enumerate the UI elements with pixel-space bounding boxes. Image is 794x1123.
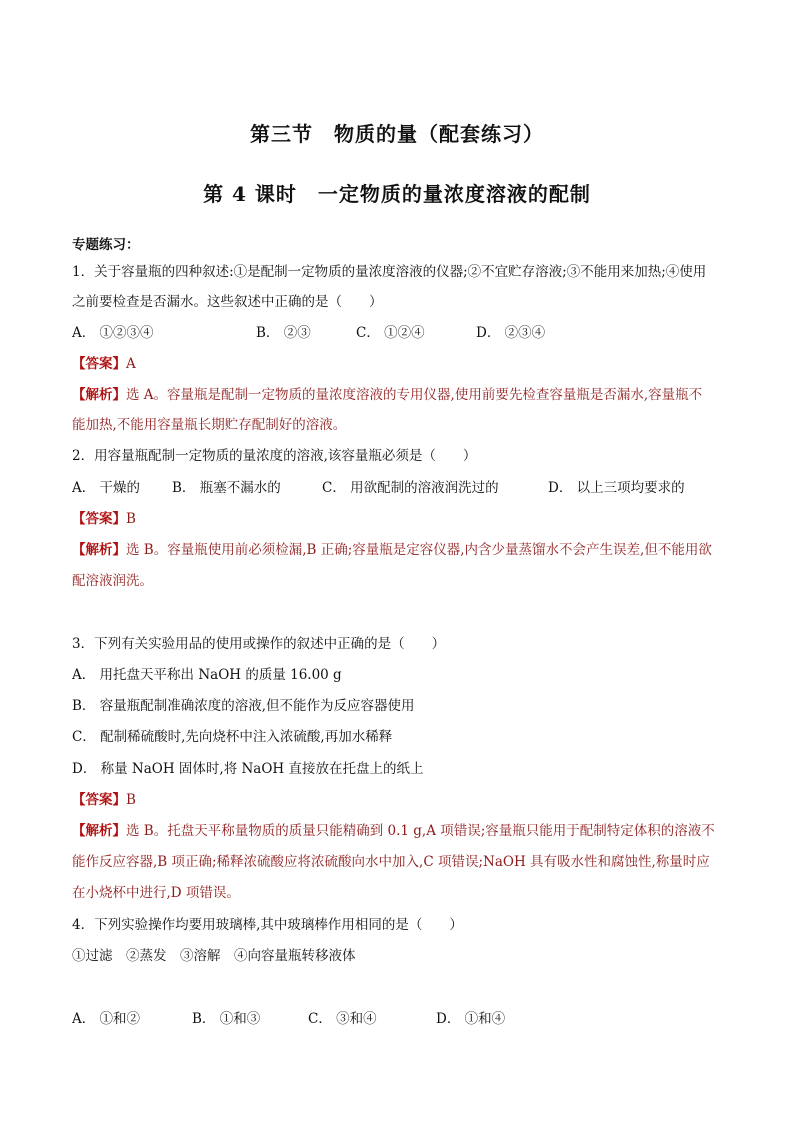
q2-analysis-line1: [72, 538, 732, 558]
section-label: 专题练习：: [72, 237, 140, 253]
q2-stem: 2．用容量瓶配制一定物质的量浓度的溶液,该容量瓶必须是（ ）: [72, 448, 477, 464]
q2-option-a: A． 干燥的: [72, 480, 141, 496]
q2-option-b: B． 瓶塞不漏水的: [172, 480, 281, 496]
q3-option-a: A． 用托盘天平称出 NaOH 的质量 16.00 g: [72, 667, 342, 683]
q4-stem: 4．下列实验操作均要用玻璃棒,其中玻璃棒作用相同的是（ ）: [72, 917, 463, 933]
q2-answer: [72, 507, 732, 527]
q2-analysis-text1: 选 B。容量瓶使用前必须检漏,B 正确;容量瓶是定容仪器,内含少量蒸馏水不会产生误差,但不能用欲: [126, 542, 712, 558]
q3-answer: [72, 788, 732, 808]
q3-option-c: C． 配制稀硫酸时,先向烧杯中注入浓硫酸,再加水稀释: [72, 729, 393, 745]
q4-option-a: A． ①和②: [72, 1011, 141, 1027]
q3-option-d: D． 称量 NaOH 固体时,将 NaOH 直接放在托盘上的纸上: [72, 761, 424, 777]
q3-answer-value: B: [126, 792, 136, 808]
analysis-tag: 【解析】: [72, 387, 126, 403]
answer-tag: 【答案】: [72, 792, 126, 808]
q1-option-d: D． ②③④: [476, 325, 546, 341]
q4-items: ①过滤 ②蒸发 ③溶解 ④向容量瓶转移液体: [72, 948, 356, 964]
q1-analysis-text1: 选 A。容量瓶是配制一定物质的量浓度溶液的专用仪器,使用前要先检查容量瓶是否漏水,容量瓶不: [126, 387, 703, 403]
q1-answer: [72, 352, 732, 372]
q1-option-a: A． ①②③④: [72, 325, 154, 341]
q1-analysis-line1: [72, 383, 732, 403]
q3-analysis-line2: 能作反应容器,B 项正确;稀释浓硫酸应将浓硫酸向水中加入,C 项错误;NaOH 具有吸水性和腐蚀性,称量时应: [72, 854, 710, 870]
q1-answer-value: A: [126, 356, 136, 372]
q3-analysis-line1: [72, 819, 732, 839]
q2-option-d: D． 以上三项均要求的: [548, 480, 685, 496]
q3-stem: 3．下列有关实验用品的使用或操作的叙述中正确的是（ ）: [72, 636, 446, 652]
q4-option-c: C． ③和④: [308, 1011, 377, 1027]
page-title: 第三节 物质的量（配套练习）: [250, 122, 544, 146]
q1-option-b: B． ②③: [256, 325, 311, 341]
q3-analysis-line3: 在小烧杯中进行,D 项错误。: [72, 885, 240, 901]
q1-analysis-line2: 能加热,不能用容量瓶长期贮存配制好的溶液。: [72, 417, 347, 433]
q4-option-d: D． ①和④: [436, 1011, 506, 1027]
q1-option-c: C． ①②④: [356, 325, 425, 341]
analysis-tag: 【解析】: [72, 823, 126, 839]
q2-option-c: C． 用欲配制的溶液润洗过的: [322, 480, 499, 496]
answer-tag: 【答案】: [72, 511, 126, 527]
q2-analysis-line2: 配溶液润洗。: [72, 573, 153, 589]
q2-answer-value: B: [126, 511, 136, 527]
q1-stem-line1: 1．关于容量瓶的四种叙述:①是配制一定物质的量浓度溶液的仪器;②不宜贮存溶液;③不能用来加热;④使用: [72, 264, 707, 280]
q3-option-b: B． 容量瓶配制准确浓度的溶液,但不能作为反应容器使用: [72, 698, 415, 714]
q4-option-b: B． ①和③: [192, 1011, 261, 1027]
analysis-tag: 【解析】: [72, 542, 126, 558]
answer-tag: 【答案】: [72, 356, 126, 372]
q1-stem-line2: 之前要检查是否漏水。这些叙述中正确的是（ ）: [72, 294, 383, 310]
q3-analysis-text1: 选 B。托盘天平称量物质的质量只能精确到 0.1 g,A 项错误;容量瓶只能用于配制特定体积的溶液不: [126, 823, 715, 839]
page-subtitle: 第 4 课时 一定物质的量浓度溶液的配制: [203, 182, 591, 206]
